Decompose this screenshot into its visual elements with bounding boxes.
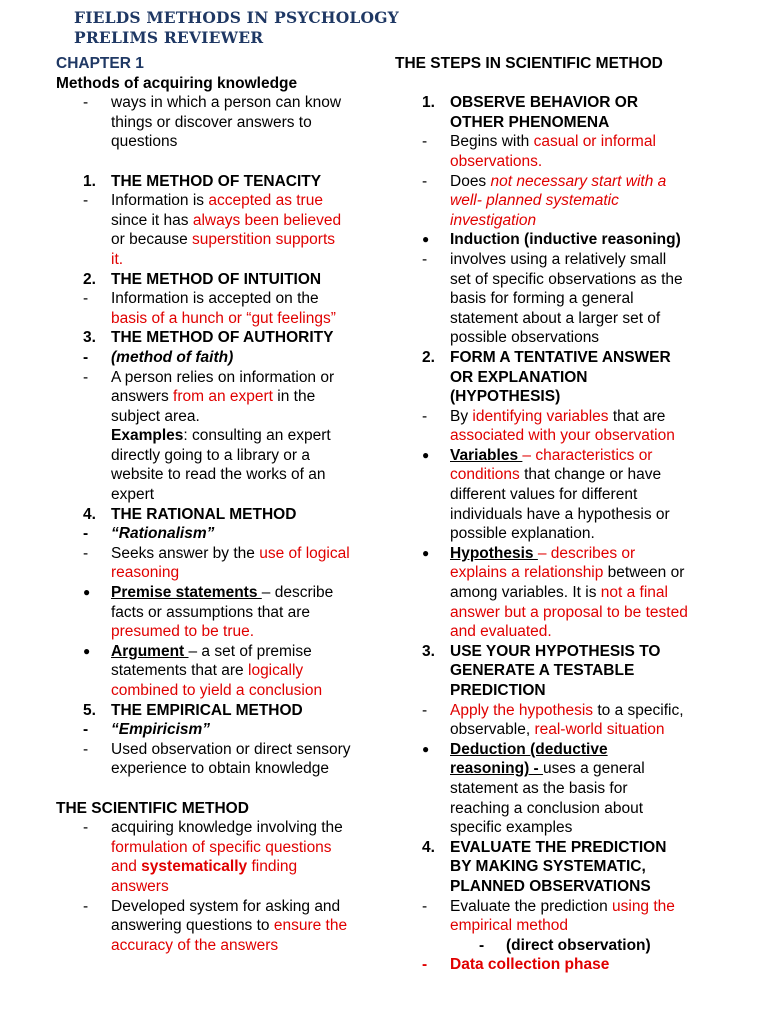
deduction: reasoning) - uses a general — [450, 760, 645, 778]
dash-marker: - — [83, 544, 89, 562]
step-2-heading: (HYPOTHESIS) — [450, 388, 561, 406]
step-3-heading: 3. USE YOUR HYPOTHESIS TO — [422, 642, 661, 660]
dash-marker: - — [83, 819, 89, 837]
induction-line: basis for forming a general — [450, 290, 634, 308]
spacer — [56, 779, 386, 799]
step-1-line: - Begins with casual or informal — [422, 133, 656, 151]
intro-line: questions — [111, 133, 178, 151]
method-3-line: subject area. — [111, 407, 200, 425]
dash-marker: - — [422, 172, 428, 190]
hypothesis: among variables. It is not a final — [450, 584, 668, 602]
step-2-heading: OR EXPLANATION — [450, 368, 588, 386]
variables: possible explanation. — [450, 525, 595, 543]
variables: individuals have a hypothesis or — [450, 505, 670, 523]
spacer — [56, 152, 386, 172]
premise-statements: facts or assumptions that are — [111, 603, 311, 621]
variables: conditions that change or have — [450, 466, 662, 484]
step-4-line: - Evaluate the prediction using the — [422, 897, 675, 915]
method-3-examples: expert — [111, 486, 155, 504]
premise-statements: presumed to be true. — [111, 623, 255, 641]
method-4-line: - Seeks answer by the use of logical — [83, 544, 350, 562]
step-2-line: associated with your observation — [450, 427, 675, 445]
induction: ● Induction (inductive reasoning) — [422, 231, 681, 249]
step-1-line: - Does not necessary start with a — [422, 172, 667, 190]
dash-marker: - — [83, 192, 89, 210]
method-3-examples: directly going to a library or a — [111, 446, 311, 464]
spacer — [395, 74, 725, 94]
bullet-marker: ● — [83, 585, 91, 600]
step-1-heading: 1. OBSERVE BEHAVIOR OR — [422, 94, 639, 112]
hypothesis: explains a relationship between or — [450, 564, 685, 582]
data-collection-phase: - Data collection phase — [422, 956, 610, 974]
step-1-line: well- planned systematic — [450, 192, 619, 210]
method-3-line: answers from an expert in the — [111, 388, 316, 406]
dash-marker: - — [83, 897, 89, 915]
hypothesis: ● Hypothesis – describes or — [422, 544, 636, 562]
scientific-method-line: answering questions to ensure the — [111, 917, 348, 935]
step-3-heading: GENERATE A TESTABLE — [450, 662, 635, 680]
scientific-method-line: answers — [111, 877, 169, 895]
step-2-heading: 2. FORM A TENTATIVE ANSWER — [422, 348, 671, 366]
argument: statements that are logically — [111, 662, 304, 680]
scientific-method-line: formulation of specific questions — [111, 838, 332, 856]
method-1-line: it. — [111, 250, 124, 268]
intro-line: - ways in which a person can know — [83, 94, 342, 112]
dash-marker: - — [422, 897, 428, 915]
dash-marker: - — [83, 721, 89, 739]
dash-marker: - — [83, 290, 89, 308]
step-1-heading: OTHER PHENOMENA — [450, 113, 610, 131]
method-1-line: or because superstition supports — [111, 231, 336, 249]
variables: ● Variables – characteristics or — [422, 446, 653, 464]
dash-marker: - — [83, 94, 89, 112]
method-3-line: - A person relies on information or — [83, 368, 335, 386]
step-3-heading: PREDICTION — [450, 682, 546, 699]
step-2-line: - By identifying variables that are — [422, 407, 666, 425]
dash-marker: - — [422, 250, 428, 268]
dash-marker: - — [83, 348, 89, 366]
method-2-line: basis of a hunch or “gut feelings” — [111, 309, 336, 327]
argument: ● Argument – a set of premise — [83, 642, 312, 660]
scientific-method-line: - acquiring knowledge involving the — [83, 819, 343, 837]
left-column — [56, 54, 386, 955]
method-1-heading: 1. THE METHOD OF TENACITY — [83, 172, 322, 190]
method-5-line: - Used observation or direct sensory — [83, 740, 351, 758]
step-4-heading: PLANNED OBSERVATIONS — [450, 877, 651, 895]
step-3-line: - Apply the hypothesis to a specific, — [422, 701, 684, 719]
hypothesis: and evaluated. — [450, 623, 552, 641]
chapter-heading: CHAPTER 1 — [56, 55, 144, 72]
step-3-line: observable, real-world situation — [450, 721, 665, 739]
argument: combined to yield a conclusion — [111, 682, 323, 699]
induction-line: - involves using a relatively small — [422, 250, 667, 268]
method-2-line: - Information is accepted on the — [83, 290, 319, 308]
method-4-alias: - “Rationalism” — [83, 525, 215, 543]
dash-marker: - — [479, 936, 485, 954]
bullet-marker: ● — [83, 643, 91, 658]
right-column — [395, 54, 725, 975]
step-1-line: observations. — [450, 152, 543, 170]
steps-heading: THE STEPS IN SCIENTIFIC METHOD — [395, 55, 663, 72]
method-5-line: experience to obtain knowledge — [111, 760, 330, 778]
dash-marker: - — [83, 740, 89, 758]
deduction: statement as the basis for — [450, 779, 628, 797]
step-4-heading: BY MAKING SYSTEMATIC, — [450, 858, 646, 876]
dash-marker: - — [422, 407, 428, 425]
dash-marker: - — [422, 133, 428, 151]
premise-statements: ● Premise statements – describe — [83, 584, 334, 602]
method-3-examples: website to read the works of an — [111, 466, 326, 484]
document-title — [74, 8, 474, 48]
induction-line: possible observations — [450, 329, 600, 347]
method-3-heading: 3. THE METHOD OF AUTHORITY — [83, 329, 334, 347]
step-4-heading: 4. EVALUATE THE PREDICTION — [422, 838, 667, 856]
method-2-heading: 2. THE METHOD OF INTUITION — [83, 270, 322, 288]
document-title-line-2: PRELIMS REVIEWER — [74, 28, 264, 47]
bullet-marker: ● — [422, 447, 430, 462]
bullet-marker: ● — [422, 232, 430, 247]
step-4-line: empirical method — [450, 917, 569, 935]
bullet-marker: ● — [422, 741, 430, 756]
method-3-examples: Examples: consulting an expert — [111, 427, 331, 445]
scientific-method-line: and systematically finding — [111, 858, 298, 876]
dash-marker: - — [83, 525, 89, 543]
hypothesis: answer but a proposal to be tested — [450, 603, 688, 621]
variables: different values for different — [450, 486, 638, 504]
dash-marker: - — [422, 701, 428, 719]
dash-marker: - — [83, 368, 89, 386]
dash-marker: - — [422, 956, 428, 974]
scientific-method-heading: THE SCIENTIFIC METHOD — [56, 799, 249, 817]
scientific-method-line: - Developed system for asking and — [83, 897, 341, 915]
deduction: specific examples — [450, 819, 573, 837]
method-4-line: reasoning — [111, 564, 180, 582]
deduction: ● Deduction (deductive — [422, 740, 608, 758]
step-1-line: investigation — [450, 211, 537, 229]
induction-line: set of specific observations as the — [450, 270, 683, 288]
method-1-line: since it has always been believed — [111, 211, 342, 229]
scientific-method-line: accuracy of the answers — [111, 936, 279, 954]
deduction: reaching a conclusion about — [450, 799, 644, 817]
bullet-marker: ● — [422, 545, 430, 560]
induction-line: statement about a larger set of — [450, 309, 661, 327]
method-5-alias: - “Empiricism” — [83, 721, 211, 739]
section-heading: Methods of acquiring knowledge — [56, 74, 298, 92]
direct-observation: - (direct observation) — [479, 936, 651, 954]
document-title-line-1: FIELDS METHODS IN PSYCHOLOGY — [74, 8, 399, 27]
method-4-heading: 4. THE RATIONAL METHOD — [83, 505, 297, 523]
method-5-heading: 5. THE EMPIRICAL METHOD — [83, 701, 303, 719]
intro-line: things or discover answers to — [111, 113, 312, 131]
method-1-line: - Information is accepted as true — [83, 192, 323, 210]
method-3-alias: - (method of faith) — [83, 348, 234, 366]
